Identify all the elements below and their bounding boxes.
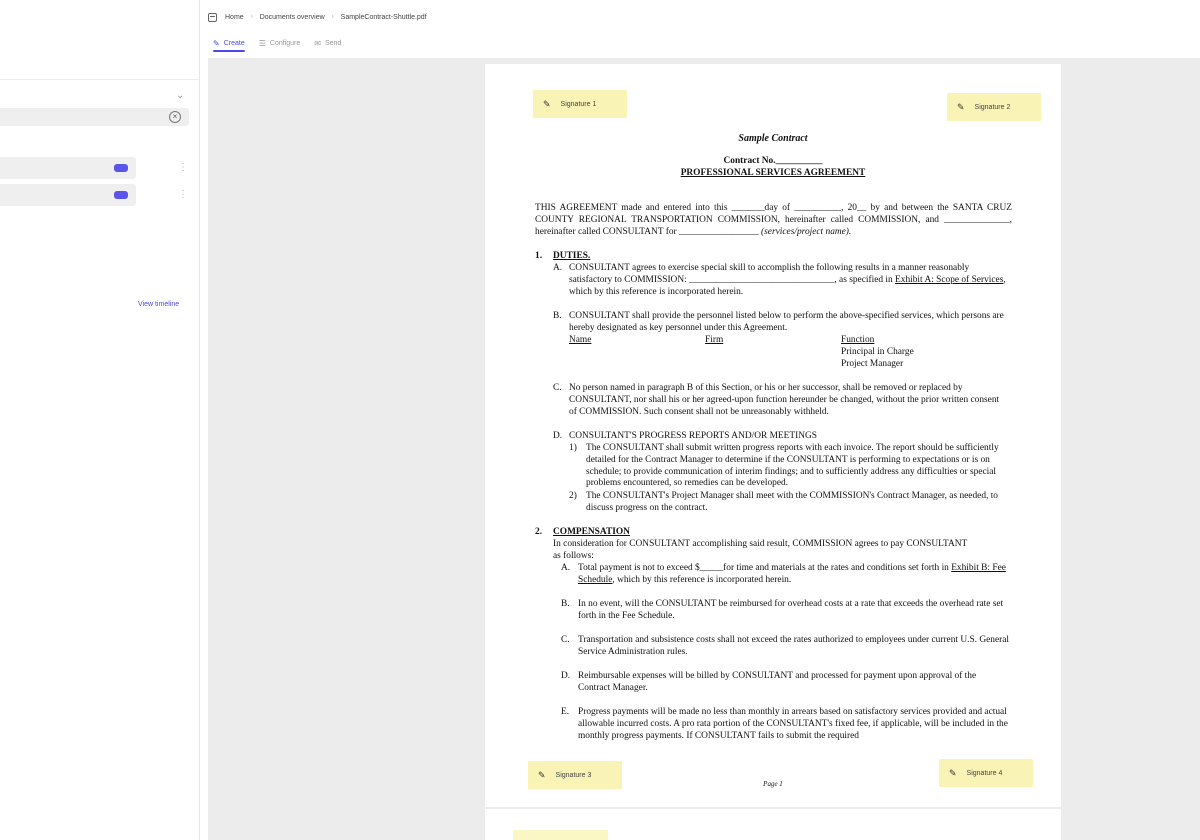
pencil-icon: ✎	[213, 38, 220, 48]
settings-icon: ☰	[258, 38, 266, 48]
compensation-a-text: Total payment is not to exceed $_____for time and materials at the rates and conditions set forth in	[578, 563, 949, 573]
personnel-function: Project Manager	[841, 359, 904, 369]
breadcrumb	[208, 11, 427, 23]
personnel-function: Principal in Charge	[841, 347, 914, 357]
personnel-header-firm: Firm	[705, 335, 724, 345]
sidebar-divider	[0, 79, 200, 80]
signature-field-label: Signature 4	[966, 769, 1003, 777]
intro-paragraph	[535, 203, 1012, 238]
header	[200, 0, 1200, 58]
section-number: 1.	[535, 251, 543, 261]
tab-configure-label: Configure	[269, 39, 301, 47]
item-label: 2)	[569, 491, 577, 501]
compensation-c: Transportation and subsistence costs shall not exceed the rates authorized to employees under current U.S. General Service Administration rules.	[578, 635, 1010, 657]
item-label: B.	[561, 599, 570, 609]
item-label: C.	[561, 635, 570, 645]
tab-bar	[213, 36, 355, 50]
pen-icon: ✎	[538, 769, 546, 780]
agreement-heading: PROFESSIONAL SERVICES AGREEMENT	[680, 168, 866, 178]
item-label: B.	[553, 311, 562, 321]
duties-d: CONSULTANT'S PROGRESS REPORTS AND/OR MEETINGS	[569, 431, 817, 441]
pen-icon: ✎	[957, 101, 965, 112]
tab-create-label: Create	[223, 39, 245, 47]
view-timeline-link[interactable]: View timeline	[138, 301, 180, 308]
more-options-icon[interactable]: ⋮	[178, 162, 188, 173]
duties-d1: The CONSULTANT shall submit written progress reports with each invoice. The report should be sufficiently detailed for the Contract Manager to determine if the CONSULTANT is performing to expectations or is on schedule; to provide communication of interim findings; and to sufficiently address any difficulties or special problems encountered, so remedies can be developed.	[586, 443, 999, 489]
tab-send-label: Send	[324, 39, 342, 47]
status-badge	[114, 164, 128, 172]
signature-field-peek[interactable]	[513, 830, 608, 840]
tab-create[interactable]	[213, 36, 245, 50]
item-label: 1)	[569, 443, 577, 453]
signature-field-4[interactable]	[939, 759, 1033, 787]
duties-a	[569, 263, 1009, 298]
exhibit-b-link: Exhibit B: Fee Schedule	[578, 563, 1006, 585]
chevron-right-icon: ›	[250, 14, 253, 20]
intro-text: THIS AGREEMENT made and entered into this _______day of __________, 20__ by and between the SANTA CRUZ COUNTY REGIONAL TRANSPORTATION COMMISSION, hereinafter called COMMISSION, and ______________, hereinafter called CONSULTANT for _________________	[535, 203, 1012, 237]
duties-d2: The CONSULTANT's Project Manager shall meet with the COMMISSION's Contract Manager, as needed, to discuss progress on the contract.	[586, 491, 998, 513]
duties-c: No person named in paragraph B of this Section, or his or her successor, shall be removed or replaced by CONSULTANT, nor shall his or her agreed-upon function hereunder be changed, without the prior written consent of COMMISSION. Such consent shall not be unreasonably withheld.	[569, 383, 1000, 417]
signature-field-label: Signature 3	[555, 771, 592, 779]
pen-icon: ✎	[543, 98, 551, 109]
breadcrumb-current-file: SampleContract-Shuttle.pdf	[340, 13, 427, 21]
search-input[interactable]	[0, 108, 189, 126]
signature-field-2[interactable]	[947, 93, 1041, 121]
signature-field-label: Signature 1	[560, 100, 597, 108]
signature-field-1[interactable]	[533, 90, 627, 118]
envelope-icon: ✉	[314, 38, 321, 48]
chevron-right-icon: ›	[331, 14, 334, 20]
document-canvas[interactable]	[208, 58, 1200, 840]
more-options-icon[interactable]: ⋮	[178, 189, 188, 200]
status-badge	[114, 191, 128, 199]
section-number: 2.	[535, 527, 543, 537]
duties-a-tail: , which by this reference is incorporated herein.	[569, 274, 1006, 297]
contract-number: Contract No.__________	[723, 156, 823, 166]
breadcrumb-documents-overview[interactable]: Documents overview	[259, 13, 325, 21]
document-page	[485, 64, 1061, 807]
clear-icon[interactable]: ×	[169, 111, 181, 123]
compensation-d: Reimbursable expenses will be billed by CONSULTANT and processed for payment upon approval of the Contract Manager.	[578, 671, 977, 693]
page-number: Page 1	[763, 780, 783, 788]
item-label: A.	[553, 263, 563, 273]
section-heading: DUTIES.	[553, 251, 591, 261]
signature-field-label: Signature 2	[974, 103, 1011, 111]
pen-icon: ✎	[949, 767, 957, 778]
compensation-e: Progress payments will be made no less than monthly in arrears based on satisfactory services provided and actual allowable incurred costs. A pro rata portion of the CONSULTANT's fixed fee, if applicable, will be included in the monthly progress payments. If CONSULTANT fails to submit the required	[578, 707, 1008, 741]
section-heading: COMPENSATION	[553, 527, 630, 537]
duties-b: CONSULTANT shall provide the personnel listed below to perform the above-specified services, which persons are hereby designated as key personnel under this Agreement.	[569, 311, 1004, 333]
personnel-header-name: Name	[569, 335, 592, 345]
signature-field-3[interactable]	[528, 761, 622, 789]
breadcrumb-home[interactable]: Home	[225, 13, 244, 21]
document-content	[485, 64, 1061, 807]
sidebar	[0, 0, 200, 840]
compensation-a	[578, 563, 1010, 587]
document-page-2	[485, 809, 1061, 840]
signer-item[interactable]	[0, 157, 188, 179]
compensation-a-tail: , which by this reference is incorporated herein.	[612, 574, 792, 585]
signer-item[interactable]	[0, 184, 188, 206]
item-label: C.	[553, 383, 562, 393]
item-label: A.	[561, 563, 571, 573]
exhibit-a-link: Exhibit A: Scope of Services	[895, 274, 1004, 285]
item-label: D.	[561, 671, 571, 681]
item-label: D.	[553, 431, 563, 441]
chevron-down-icon[interactable]: ⌄	[176, 90, 185, 101]
compensation-b: In no event, will the CONSULTANT be reimbursed for overhead costs at a rate that exceeds the overhead rate set forth in the Fee Schedule.	[578, 599, 1004, 621]
tab-configure[interactable]	[259, 36, 301, 50]
duties-a-text: CONSULTANT agrees to exercise special skill to accomplish the following results in a manner reasonably satisfactory to COMMISSION: _______________________________, as specified in	[569, 263, 970, 285]
item-label: E.	[561, 707, 570, 717]
intro-italic: (services/project name).	[761, 226, 852, 237]
tab-send[interactable]	[314, 36, 341, 50]
personnel-header-function: Function	[841, 335, 875, 345]
sidebar-toggle-icon[interactable]	[208, 13, 217, 22]
compensation-intro: In consideration for CONSULTANT accomplishing said result, COMMISSION agrees to pay CONSULTANT as follows:	[553, 539, 968, 561]
document-title: Sample Contract	[738, 133, 808, 144]
